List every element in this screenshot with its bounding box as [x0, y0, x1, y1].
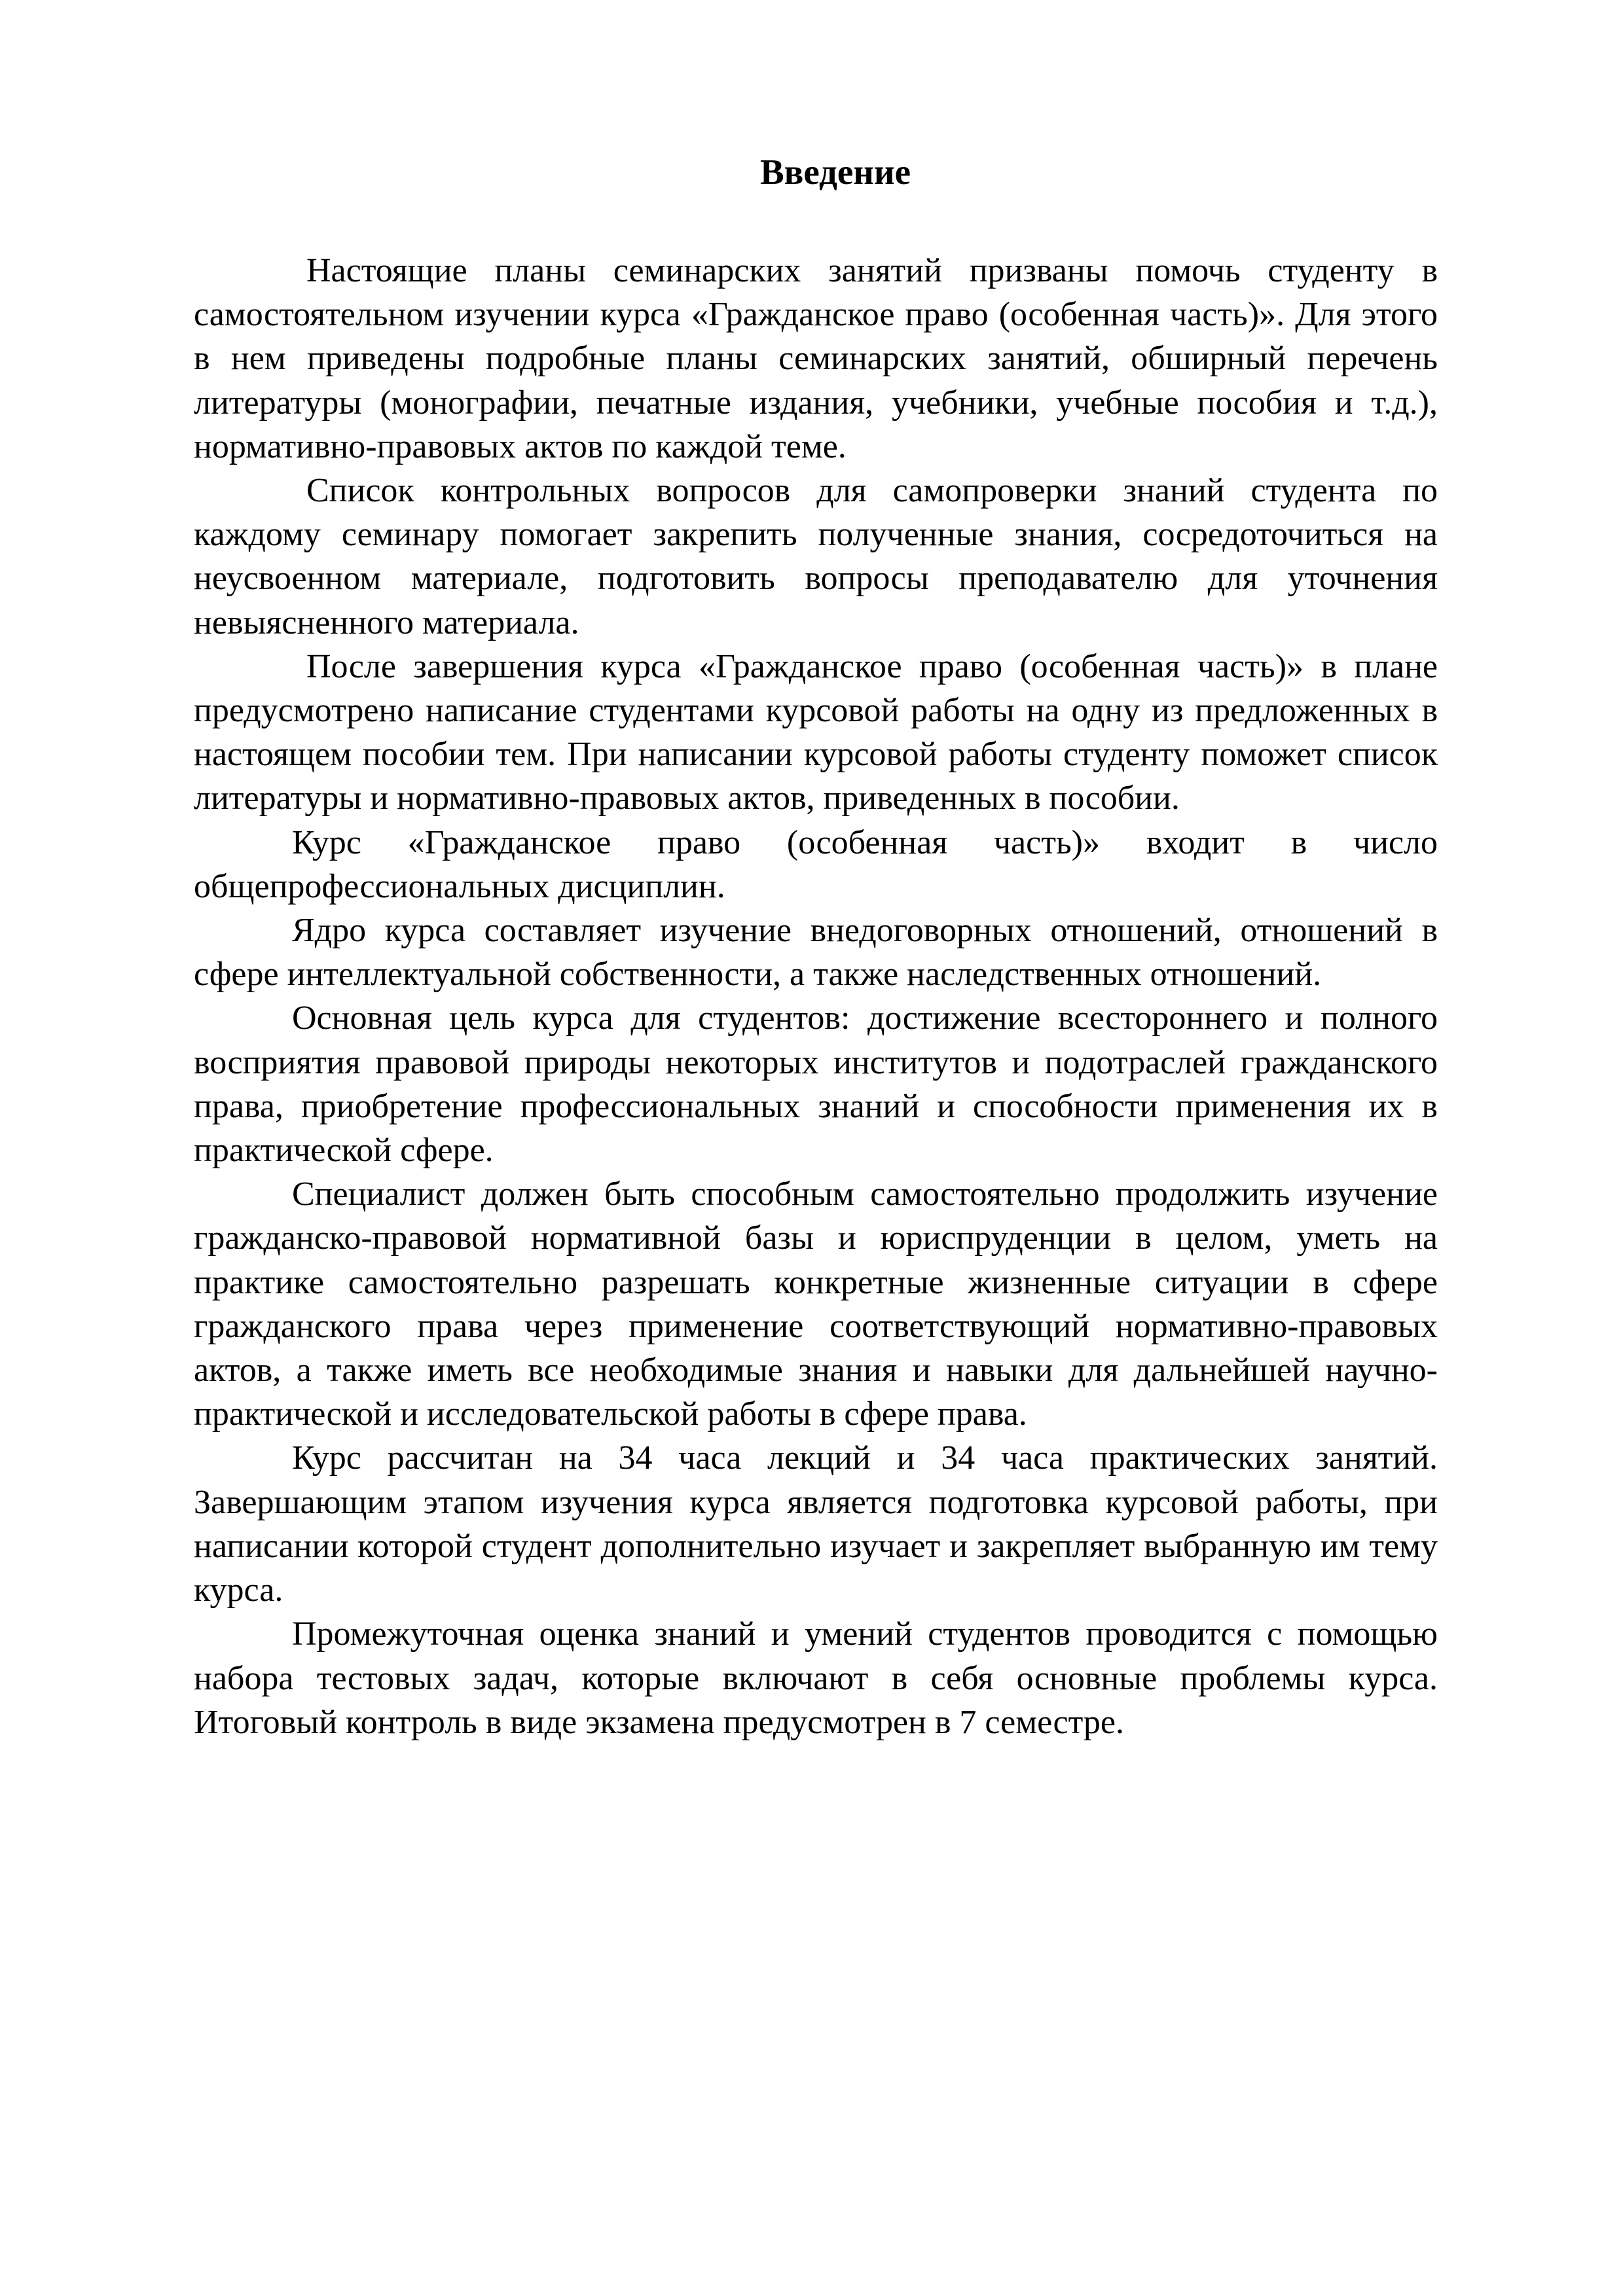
- paragraph-coursework: После завершения курса «Гражданское право (особенная часть)» в плане предусмотрено написание студентами курсовой работы на одну из предложенных в настоящем пособии тем. При написании курсовой работы студенту поможет список литературы и нормативно-правовых актов, приведенных в пособии.: [194, 647, 1438, 817]
- paragraph-control-questions: Список контрольных вопросов для самопроверки знаний студента по каждому семинару помогает закрепить полученные знания, сосредоточиться на неусвоенном материале, подготовить вопросы преподавателю для уточнения невыясненного материала.: [194, 472, 1438, 641]
- paragraph-intro: Настоящие планы семинарских занятий призваны помочь студенту в самостоятельном изучении курса «Гражданское право (особенная часть)». Для этого в нем приведены подробные планы семинарских занятий, обширный перечень литературы (монографии, печатные издания, учебники, учебные пособия и т.д.), нормативно-правовых актов по каждой теме.: [194, 252, 1438, 465]
- paragraph-assessment: Промежуточная оценка знаний и умений студентов проводится с помощью набора тестовых задач, которые включают в себя основные проблемы курса. Итоговый контроль в виде экзамена предусмотрен в 7 семестре.: [194, 1615, 1438, 1741]
- paragraph-course-core: Ядро курса составляет изучение внедоговорных отношений, отношений в сфере интеллектуальной собственности, а также наследственных отношений.: [194, 912, 1438, 994]
- paragraph-course-hours: Курс рассчитан на 34 часа лекций и 34 часа практических занятий. Завершающим этапом изучения курса является подготовка курсовой работы, при написании которой студент дополнительно изучает и закрепляет выбранную им тему курса.: [194, 1439, 1438, 1609]
- paragraph-discipline-type: Курс «Гражданское право (особенная часть)» входит в число общепрофессиональных дисциплин.: [194, 823, 1438, 905]
- paragraph-specialist: Специалист должен быть способным самостоятельно продолжить изучение гражданско-правовой нормативной базы и юриспруденции в целом, уметь на практике самостоятельно разрешать конкретные жизненные ситуации в сфере гражданского права через применение соответствующий нормативно-правовых актов, а также иметь все необходимые знания и навыки для дальнейшей научно-практической и исследовательской работы в сфере права.: [194, 1175, 1438, 1433]
- document-title: Введение: [759, 152, 911, 192]
- document-body: [194, 151, 1438, 1744]
- paragraph-course-goal: Основная цель курса для студентов: достижение всестороннего и полного восприятия правовой природы некоторых институтов и подотраслей гражданского права, приобретение профессиональных знаний и способности применения их в практической сфере.: [194, 999, 1438, 1170]
